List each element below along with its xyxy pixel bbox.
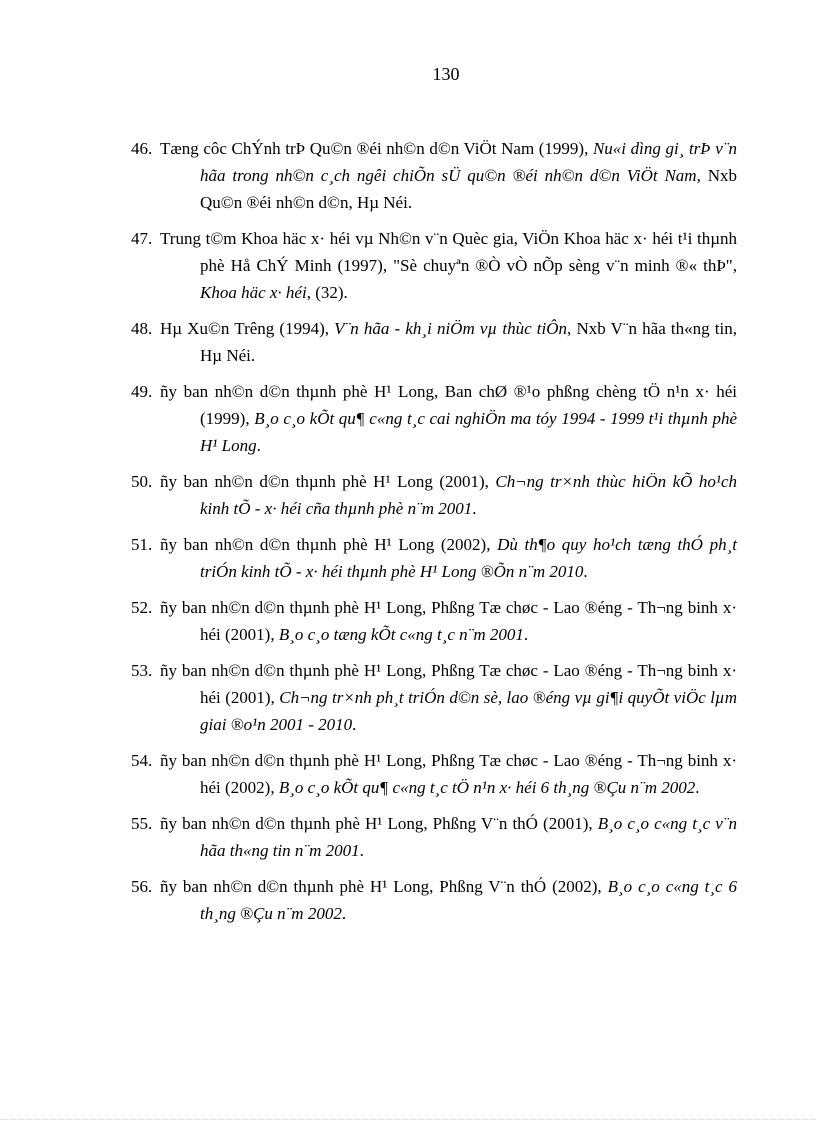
reference-publisher: .	[256, 436, 261, 455]
reference-title: B¸o c¸o c«ng t¸c 6 th¸ng ®Çu n¨m 2002	[200, 877, 738, 923]
reference-publisher: .	[523, 625, 529, 644]
reference-title: Ch¬ng tr×nh thùc hiÖn kÕ ho¹ch kinh tÕ - x· héi cña thµnh phè n¨m 2001	[200, 472, 737, 518]
reference-item	[131, 873, 737, 927]
reference-title: B¸o c¸o kÕt qu¶ c«ng t¸c cai nghiÖn ma tóy 1994 - 1999 t¹i thµnh phè H¹ Long	[200, 409, 737, 455]
reference-title: Dù th¶o quy ho¹ch tæng thÓ ph¸t triÓn kinh tÕ - x· héi thµnh phè H¹ Long ®Õn n¨m 2010	[200, 535, 737, 581]
reference-title: V¨n hãa - kh¸i niÖm vµ thùc tiÔn	[334, 319, 568, 338]
reference-publisher: .	[352, 715, 357, 734]
reference-author: Tæng côc ChÝnh trÞ Qu©n ®éi nh©n d©n ViÖt Nam (1999),	[160, 139, 593, 158]
reference-item	[131, 378, 737, 459]
reference-title: B¸o c¸o kÕt qu¶ c«ng t¸c tÖ n¹n x· héi 6 th¸ng ®Çu n¨m 2002	[278, 778, 696, 797]
reference-number: 52.	[131, 598, 153, 617]
reference-title: Khoa häc x· héi	[200, 283, 307, 302]
reference-title: B¸o c¸o c«ng t¸c v¨n hãa th«ng tin n¨m 2001	[200, 814, 737, 860]
reference-number: 51.	[131, 535, 153, 554]
reference-publisher: .	[583, 562, 588, 581]
reference-publisher: .	[359, 841, 364, 860]
reference-author: ñy ban nh©n d©n thµnh phè H¹ Long, Phßng Tæ chøc - Lao ®éng - Th¬ng binh x· héi (2001),	[160, 598, 737, 644]
reference-author: Trung t©m Khoa häc x· héi vµ Nh©n v¨n Quèc gia, ViÖn Khoa häc x· héi t¹i thµnh phè Hå ChÝ Minh (1997), "Sè chuyªn ®Ò vÒ nÕp sèng v¨n minh ®« thÞ",	[160, 229, 737, 275]
reference-title: B¸o c¸o tæng kÕt c«ng t¸c n¨m 2001	[278, 625, 524, 644]
reference-item	[131, 810, 737, 864]
reference-title: Ch¬ng tr×nh ph¸t triÓn d©n sè, lao ®éng vµ gi¶i quyÕt viÖc lµm giai ®o¹n 2001 - 2010	[200, 688, 738, 734]
reference-publisher: .	[472, 499, 477, 518]
reference-number: 50.	[131, 472, 153, 491]
reference-list	[131, 135, 737, 936]
reference-item	[131, 531, 737, 585]
reference-publisher: , (32).	[306, 283, 348, 302]
reference-publisher: , Nxb V¨n hãa th«ng tin, Hµ Néi.	[200, 319, 737, 365]
reference-author: ñy ban nh©n d©n thµnh phè H¹ Long, Ban chØ ®¹o phßng chèng tÖ n¹n x· héi (1999),	[160, 382, 737, 428]
reference-item	[131, 657, 737, 738]
reference-number: 54.	[131, 751, 153, 770]
reference-item	[131, 747, 737, 801]
reference-author: ñy ban nh©n d©n thµnh phè H¹ Long, Phßng V¨n thÓ (2001),	[160, 814, 598, 833]
reference-item	[131, 315, 737, 369]
reference-author: ñy ban nh©n d©n thµnh phè H¹ Long, Phßng Tæ chøc - Lao ®éng - Th¬ng binh x· héi (2001),	[160, 661, 737, 707]
reference-author: ñy ban nh©n d©n thµnh phè H¹ Long, Phßng Tæ chøc - Lao ®éng - Th¬ng binh x· héi (2002),	[160, 751, 737, 797]
reference-number: 53.	[131, 661, 153, 680]
reference-publisher: .	[341, 904, 347, 923]
reference-number: 55.	[131, 814, 153, 833]
reference-item	[131, 225, 737, 306]
reference-item	[131, 135, 737, 216]
reference-number: 49.	[131, 382, 153, 401]
reference-number: 47.	[131, 229, 153, 248]
reference-author: Hµ Xu©n Trêng (1994),	[160, 319, 335, 338]
reference-publisher: .	[695, 778, 700, 797]
page-number: 130	[432, 64, 460, 84]
reference-number: 46.	[131, 139, 153, 158]
reference-author: ñy ban nh©n d©n thµnh phè H¹ Long (2001),	[160, 472, 496, 491]
reference-number: 48.	[131, 319, 153, 338]
reference-item	[131, 468, 737, 522]
reference-author: ñy ban nh©n d©n thµnh phè H¹ Long (2002),	[160, 535, 498, 554]
reference-publisher: , Nxb Qu©n ®éi nh©n d©n, Hµ Néi.	[200, 166, 737, 212]
reference-number: 56.	[131, 877, 153, 896]
reference-title: Nu«i dìng gi¸ trÞ v¨n hãa trong nh©n c¸ch ngêi chiÕn sÜ qu©n ®éi nh©n d©n ViÖt Nam	[200, 139, 737, 185]
reference-author: ñy ban nh©n d©n thµnh phè H¹ Long, Phßng V¨n thÓ (2002),	[160, 877, 608, 896]
page-bottom-divider	[0, 1119, 816, 1120]
reference-item	[131, 594, 737, 648]
